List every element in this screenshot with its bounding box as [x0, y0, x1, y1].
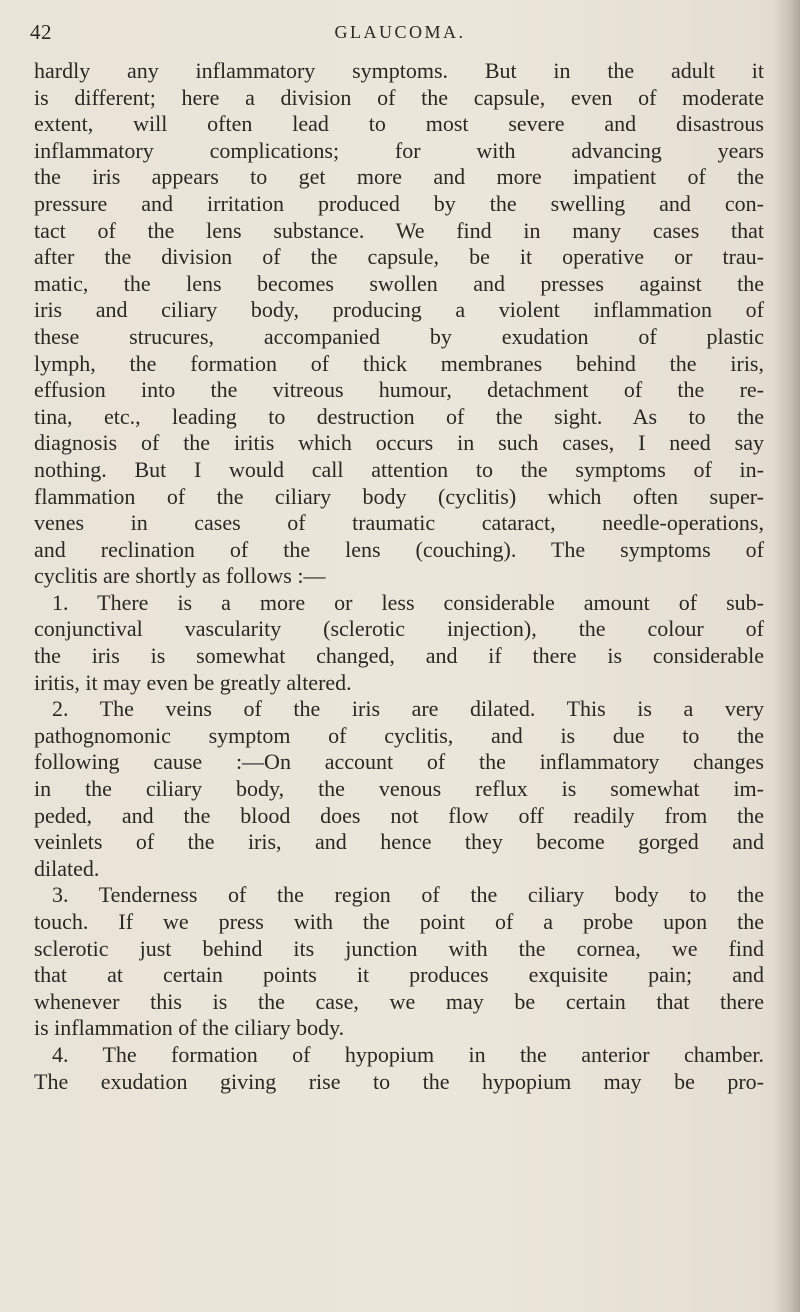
page-number: 42: [30, 20, 52, 44]
text-line: dilated.: [34, 855, 100, 881]
text-line: inflammatory complications; for with advancing years: [34, 137, 764, 163]
text-line: these strucures, accompanied by exudation of plastic: [34, 323, 764, 349]
text-line: and reclination of the lens (couching). The symptoms of: [34, 536, 764, 562]
text-line: flammation of the ciliary body (cyclitis) which often super-: [34, 483, 764, 509]
text-line: the iris is somewhat changed, and if there is considerable: [34, 643, 764, 669]
list-item-1: 1. There is a more or less considerable amount of sub-: [52, 589, 764, 615]
list-item-4: 4. The formation of hypopium in the anterior chamber.: [52, 1041, 764, 1067]
text-line: is inflammation of the ciliary body.: [34, 1015, 345, 1041]
text-line: after the division of the capsule, be it operative or trau-: [34, 244, 764, 270]
text-line: iritis, it may even be greatly altered.: [34, 669, 352, 695]
text-line: tina, etc., leading to destruction of the sight. As to the: [34, 403, 764, 429]
text-line: hardly any inflammatory symptoms. But in the adult it: [34, 58, 764, 83]
text-line: is different; here a division of the capsule, even of moderate: [34, 84, 764, 110]
text-line: the iris appears to get more and more impatient of the: [34, 164, 764, 190]
list-item-3: 3. Tenderness of the region of the ciliary body to the: [52, 882, 764, 908]
text-line: matic, the lens becomes swollen and presses against the: [34, 270, 764, 296]
text-line: effusion into the vitreous humour, detachment of the re-: [34, 377, 764, 403]
text-line: sclerotic just behind its junction with the cornea, we find: [34, 935, 764, 961]
text-line: iris and ciliary body, producing a violent inflammation of: [34, 297, 764, 323]
text-line: conjunctival vascularity (sclerotic injection), the colour of: [34, 616, 764, 642]
text-line: extent, will often lead to most severe and disastrous: [34, 111, 764, 137]
text-line: pressure and irritation produced by the swelling and con-: [34, 190, 764, 216]
text-line: peded, and the blood does not flow off readily from the: [34, 802, 764, 828]
text-line: The exudation giving rise to the hypopium may be pro-: [34, 1068, 764, 1094]
list-item-2: 2. The veins of the iris are dilated. This is a very: [52, 696, 764, 722]
text-line: tact of the lens substance. We find in many cases that: [34, 217, 764, 243]
text-line: following cause :—On account of the inflammatory changes: [34, 749, 764, 775]
text-line: pathognomonic symptom of cyclitis, and is due to the: [34, 722, 764, 748]
text-line: lymph, the formation of thick membranes behind the iris,: [34, 350, 764, 376]
body-text: [34, 58, 764, 1095]
text-line: nothing. But I would call attention to the symptoms of in-: [34, 456, 764, 482]
running-title: GLAUCOMA.: [334, 22, 466, 42]
text-line: venes in cases of traumatic cataract, needle-operations,: [34, 510, 764, 536]
text-line: that at certain points it produces exquisite pain; and: [34, 962, 764, 988]
text-line: veinlets of the iris, and hence they become gorged and: [34, 829, 764, 855]
text-line: diagnosis of the iritis which occurs in such cases, I need say: [34, 430, 764, 456]
text-line: whenever this is the case, we may be certain that there: [34, 988, 764, 1014]
text-line: in the ciliary body, the venous reflux is somewhat im-: [34, 776, 764, 802]
page-header: [30, 20, 770, 50]
text-line: cyclitis are shortly as follows :—: [34, 563, 326, 589]
page-edge-shadow: [774, 0, 800, 1312]
text-line: touch. If we press with the point of a probe upon the: [34, 909, 764, 934]
